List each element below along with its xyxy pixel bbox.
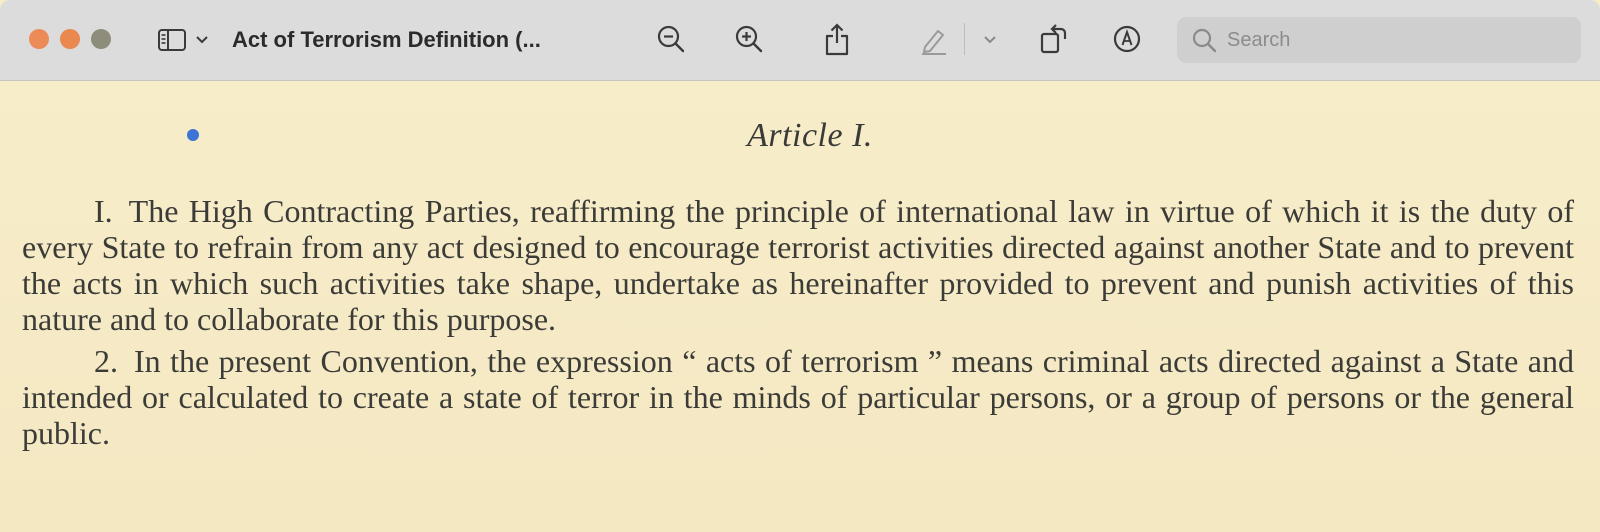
paragraph-number: 2. xyxy=(94,343,118,379)
toolbar-divider xyxy=(964,23,965,55)
article-body xyxy=(22,193,1574,457)
search-input[interactable] xyxy=(1227,29,1557,52)
chevron-down-icon[interactable] xyxy=(194,32,210,48)
zoom-out-icon[interactable] xyxy=(655,23,687,55)
close-window-button[interactable] xyxy=(29,29,49,49)
minimize-window-button[interactable] xyxy=(60,29,80,49)
zoom-window-button[interactable] xyxy=(91,29,111,49)
paragraph-text: In the present Convention, the expression “ acts of terrorism ” means criminal acts directed against a State and intended or calculated to create a state of terror in the minds of particular persons, or a group of persons or the general public. xyxy=(22,343,1574,451)
highlighter-pen-icon[interactable] xyxy=(918,24,950,56)
search-icon xyxy=(1191,27,1217,53)
search-field[interactable] xyxy=(1177,17,1581,63)
document-title: Act of Terrorism Definition (... xyxy=(232,27,541,52)
toolbar xyxy=(0,0,1600,81)
paragraph-2 xyxy=(22,343,1574,451)
paragraph-text: The High Contracting Parties, reaffirming the principle of international law in virtue of which it is the duty of every State to refrain from any act designed to encourage terrorist activities directed against another State and to prevent the acts in which such activities take shape, undertake as hereinafter provided to prevent and punish activities of this nature and to collaborate for this purpose. xyxy=(22,193,1574,337)
article-heading: Article I. xyxy=(747,117,873,154)
share-icon[interactable] xyxy=(822,21,852,57)
paragraph-1 xyxy=(22,193,1574,337)
markup-chevron-icon[interactable] xyxy=(982,33,998,47)
document-page[interactable] xyxy=(0,81,1600,532)
zoom-in-icon[interactable] xyxy=(733,23,765,55)
rotate-icon[interactable] xyxy=(1038,22,1070,56)
markup-pen-circle-icon[interactable] xyxy=(1111,23,1143,55)
paragraph-number: I. xyxy=(94,193,113,229)
sidebar-toggle-icon[interactable] xyxy=(156,26,188,54)
